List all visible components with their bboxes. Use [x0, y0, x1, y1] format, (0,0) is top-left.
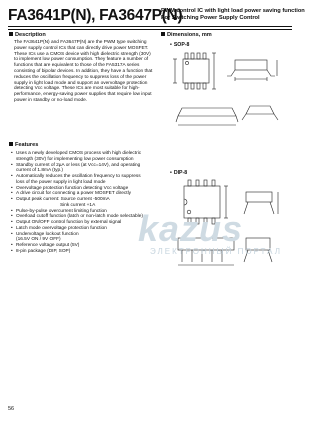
document-subtitle [161, 8, 305, 22]
dimensions-heading: Dimensions, mm [161, 32, 212, 38]
watermark-subtitle: ЭЛЕКТРОННЫЙ ПОРТАЛ [150, 247, 282, 256]
page-number: 56 [8, 406, 15, 412]
feature-item: • Standby current of 2µA or less (at Vcc=14V), and operating [11, 163, 156, 169]
feature-item: • Output peak current: Source current -500mA [11, 197, 156, 203]
feature-item-continued: strength (30V) for implementing low power consumption [16, 156, 134, 162]
feature-item: • Undervoltage lockout function [11, 232, 156, 238]
feature-item: • 8-pin package (DIP, SOP) [11, 249, 156, 255]
feature-item: • Reference voltage output (5V) [11, 243, 156, 249]
header-rule-thin [8, 29, 292, 30]
bullet-icon: • [170, 42, 172, 48]
square-bullet-icon [9, 142, 13, 146]
description-heading: Description [9, 32, 46, 38]
dip8-side-view-drawing [238, 188, 288, 218]
feature-item: • A drive circuit for connecting a power MOSFET directly [11, 191, 156, 197]
square-bullet-icon [161, 32, 165, 36]
sop8-front-view-drawing [174, 98, 284, 128]
dip8-label: • DIP-8 [170, 170, 188, 176]
feature-item: • Uses a newly developed CMOS process with high dielectric [11, 151, 156, 157]
header-rule [8, 26, 292, 27]
feature-item: • Automatically reduces the oscillation frequency to suppress [11, 174, 156, 180]
feature-item-continued: (16.5V ON / 9V OFF) [16, 237, 61, 243]
description-text: The FA3641P(N) and FA3647P(N) are the PWM type switching power supply control ICs that can directly drive power MOSFET. These ICs use a CMOS device with high dielectric strength (30V) to implement low power consumption. They feature a number of functions that are equivalent to those of the FA5317A series consisting of bipolar devices. In addition, they have a function that reduces the oscillation frequency to suppress loss of the power supply in light load mode and support an overvoltage protection detecting Vcc voltage. These ICs are most suitable for high-performance, energy-saving power supplies that require low input power in standby or no-load mode. [14, 40, 153, 103]
sop8-top-view-drawing [172, 50, 222, 94]
features-list [11, 151, 156, 255]
feature-item: • Overvoltage protection function detecting Vcc voltage [11, 186, 156, 192]
features-heading: Features [9, 142, 38, 148]
subtitle-line-1: PWM control IC with light load power saving function [161, 8, 305, 14]
bullet-icon: • [170, 170, 172, 176]
feature-item-continued: loss of the power supply in light load mode [16, 179, 106, 185]
feature-item-continued: Sink current +1A [60, 202, 96, 208]
document-title: FA3641P(N), FA3647P(N) [8, 7, 183, 24]
feature-item-continued: current of 1.8mA (typ.) [16, 168, 63, 174]
feature-item: • Pulse-by-pulse overcurrent limiting function [11, 209, 156, 215]
feature-item: • Overload cutoff function (latch or non-latch mode selectable) [11, 214, 156, 220]
sop8-label: • SOP-8 [170, 42, 190, 48]
sop8-side-view-drawing [225, 54, 285, 84]
watermark-logo: kazus [138, 208, 244, 249]
square-bullet-icon [9, 32, 13, 36]
feature-item: • Latch mode overvoltage protection function [11, 226, 156, 232]
feature-item: • Output ON/OFF control function by external signal [11, 220, 156, 226]
subtitle-line-2: For Switching Power Supply Control [161, 15, 260, 21]
